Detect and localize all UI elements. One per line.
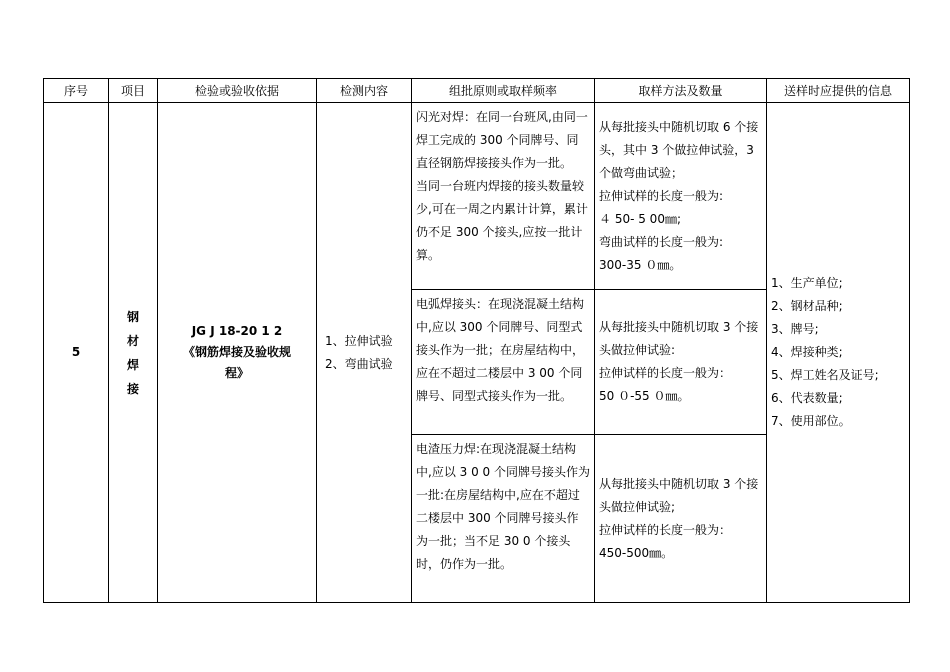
batch-text: 闪光对焊：在同一台班风,由同一焊工完成的 300 个同牌号、同直径钢筋焊接接头作为一批。 bbox=[416, 110, 588, 170]
info-item: 6、代表数量; bbox=[771, 391, 843, 405]
method-text: 50 ０-55 ０㎜。 bbox=[599, 389, 690, 403]
item-char: 钢 bbox=[126, 309, 139, 324]
info-item: 5、焊工姓名及证号; bbox=[771, 368, 879, 382]
info-item: 7、使用部位。 bbox=[771, 414, 851, 428]
inspection-table bbox=[43, 78, 910, 603]
method-text: 从每批接头中随机切取 3 个接头做拉伸试验; bbox=[599, 476, 759, 514]
basis-line: 程》 bbox=[224, 366, 249, 380]
method-text: 450-500㎜。 bbox=[599, 545, 674, 560]
batch-text: 电弧焊接头：在现浇混凝土结构中,应以 300 个同牌号、同型式接头作为一批；在房屋结构中，应在不超过二楼层中 3 00 个同牌号、同型式接头作为一批。 bbox=[416, 297, 585, 403]
info-item: 2、钢材品种; bbox=[771, 299, 843, 313]
method-cell-electroslag bbox=[595, 435, 767, 603]
header-basis: 检验或验收依据 bbox=[158, 79, 317, 103]
table-row bbox=[44, 103, 910, 290]
method-text: 300-35 ０㎜。 bbox=[599, 257, 682, 272]
header-method: 取样方法及数量 bbox=[595, 79, 767, 103]
batch-text: 电渣压力焊:在现浇混凝土结构中,应以 3 0 0 个同牌号接头作为一批:在房屋结构中,应在不超过二楼层中 300 个同牌号接头作为一批；当不足 30 0 个接头时，仍作为一批。 bbox=[416, 442, 590, 571]
item-char: 焊 bbox=[126, 357, 139, 372]
batch-text: 当同一台班内焊接的接头数量较少,可在一周之内累计计算，累计仍不足 300 个接头,应按一批计算。 bbox=[416, 179, 588, 262]
header-info: 送样时应提供的信息 bbox=[767, 79, 910, 103]
item-char: 接 bbox=[126, 381, 139, 396]
header-row bbox=[44, 79, 910, 103]
tests-cell bbox=[317, 103, 412, 603]
batch-cell-arc bbox=[412, 290, 595, 435]
test-item: 1、拉伸试验 bbox=[325, 333, 393, 348]
header-item: 项目 bbox=[109, 79, 158, 103]
info-item: 3、牌号; bbox=[771, 322, 819, 336]
info-item: 4、焊接种类; bbox=[771, 345, 843, 359]
info-item: 1、生产单位; bbox=[771, 276, 843, 290]
batch-cell-electroslag bbox=[412, 435, 595, 603]
method-text: 拉伸试样的长度一般为： bbox=[599, 366, 732, 380]
item-char: 材 bbox=[126, 333, 139, 348]
batch-cell-flash bbox=[412, 103, 595, 290]
method-cell-flash bbox=[595, 103, 767, 290]
header-batch: 组批原则或取样频率 bbox=[412, 79, 595, 103]
method-text: 拉伸试样的长度一般为： bbox=[599, 522, 732, 537]
method-text: 从每批接头中随机切取 6 个接头，其中 3 个做拉伸试验，3 个做弯曲试验； bbox=[599, 119, 759, 180]
test-item: 2、弯曲试验 bbox=[325, 356, 393, 371]
header-tests: 检测内容 bbox=[317, 79, 412, 103]
method-text: ４ 50- 5 00㎜; bbox=[599, 211, 681, 226]
method-text: 拉伸试样的长度一般为: bbox=[599, 188, 724, 203]
info-cell bbox=[767, 103, 910, 603]
method-cell-arc bbox=[595, 290, 767, 435]
basis-cell bbox=[158, 103, 317, 603]
header-seq: 序号 bbox=[44, 79, 109, 103]
basis-line: 《钢筋焊接及验收规 bbox=[182, 345, 291, 359]
item-cell bbox=[109, 103, 158, 603]
basis-line: JG J 18-20 1 2 bbox=[191, 324, 283, 338]
method-text: 从每批接头中随机切取 3 个接头做拉伸试验: bbox=[599, 320, 759, 357]
method-text: 弯曲试样的长度一般为: bbox=[599, 234, 724, 249]
seq-cell: 5 bbox=[44, 103, 109, 603]
